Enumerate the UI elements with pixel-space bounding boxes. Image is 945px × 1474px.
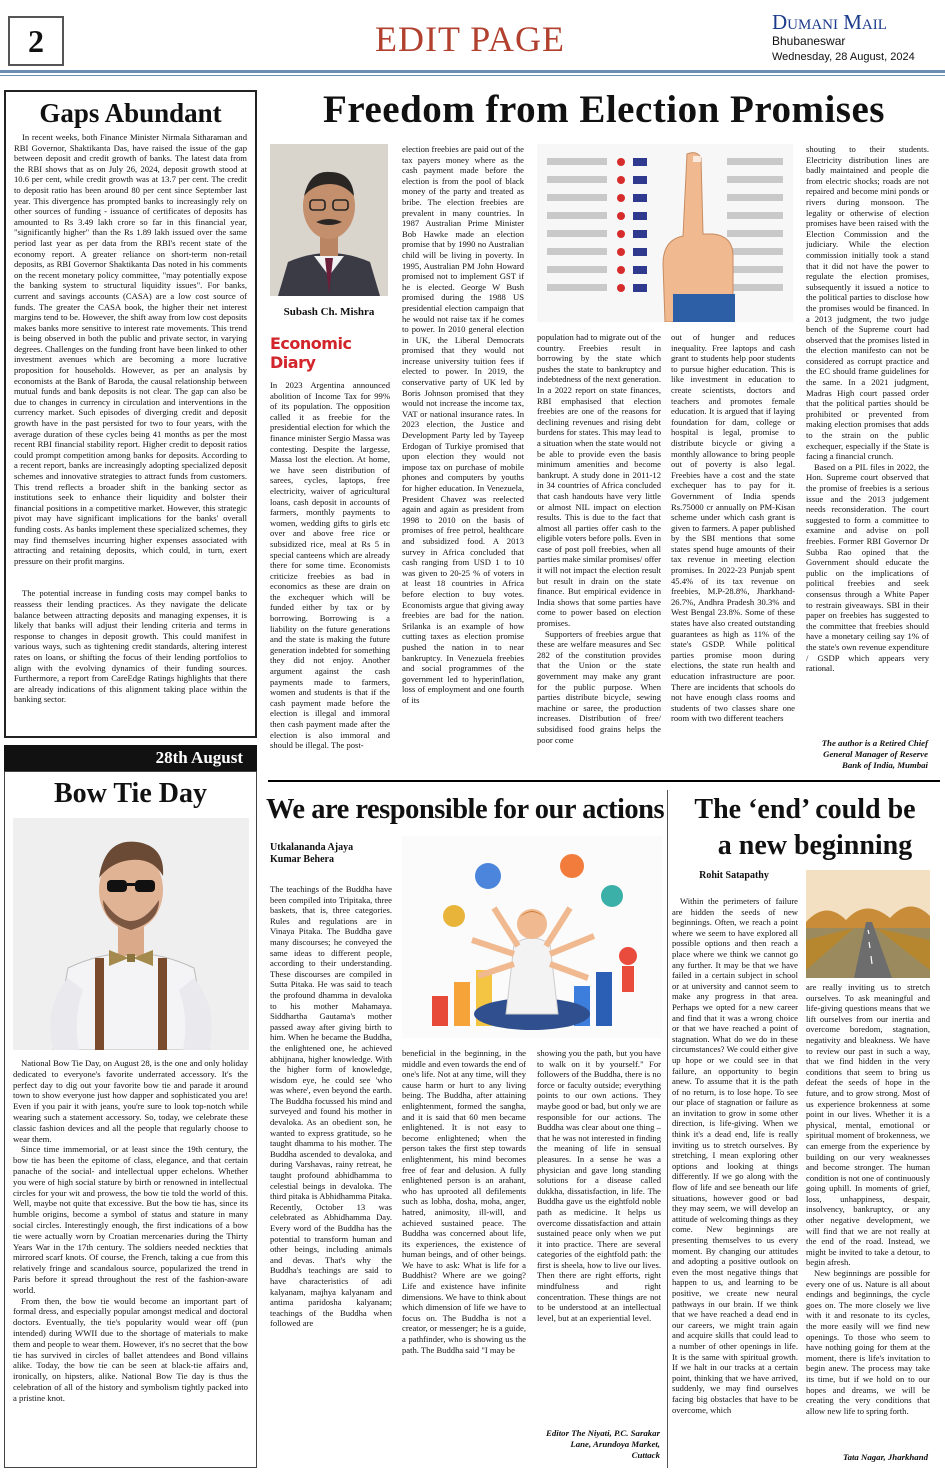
freedom-col1 bbox=[270, 380, 390, 775]
freedom-author-note: The author is a Retired Chief General Manager of Reserve Bank of India, Mumbai bbox=[821, 738, 928, 770]
page-number: 2 bbox=[28, 22, 44, 59]
bowtie-p3: From then, the bow tie would become an important part of formal dress, and especially popular amongst medical and doctoral doctors. Eventually, the tie's popularity would wear off (pun intended) during WWII due to the shortage of materials to make them and people to wear them. However, it's no secret that the bow tie has survived in circles of ballet attendees and Bond villains alike. Today, the bow tie can be seen at black-tie affairs and, ironically, on hipsters, alike. National Bow Tie day is thus the celebration of all of the history and symbolism tightly packed into a pristine knot. bbox=[13, 1295, 248, 1403]
author-photo bbox=[270, 144, 388, 296]
responsible-col3-text: showing you the path, but you have to walk on it by yourself." For followers of the Buddha, there is no force or faculty outside; everything points to our own actions. They maybe good or bad, but only we are responsible for our actions. The Buddha was clear about one thing – that he was not interested in finding the meaning of life in sensual pleasures. In a sense he was a physician and gave long standing solutions for a disease called dukkha, dissatisfaction, in life. The Buddha gave us the eightfold noble path as medicine. It helps us overcome dissatisfaction and attain sustained peace only when we put it into practice. There are several categories of the eightfold path: the first is sheela, how to live our lives. Then there are right efforts, right mindfulness and right concentration. These things are not to be understood at an intellectual level, but at an experiential level. bbox=[537, 1048, 661, 1323]
bowtie-p2: Since time immemorial, or at least since the 19th century, the bow tie has been the epitome of class, elegance, and that certain panache of the social- and intellectual upper echelons. Whether you were of high social stature by birth or renowned in intellectual circles for your wit and prowess, the bow tie told the world of this. Well, maybe not quite that excessive. But the bow tie has, since its humble origins, become a symbol of status and stature in many social circles. Interestingly enough, the first indications of a bow tie were actually worn by Croatian mercenaries during the Thirty Years War in the 17th century. The soldiers needed neckties that mirrored scarf knots. Of course, the French, taking a cue from this relatively fringe and scandalous source, popularized the trend in Paris before it spread throughout the rest of the fashion-aware world. bbox=[13, 1144, 248, 1295]
paper-name: Dumani Mail bbox=[772, 10, 887, 34]
responsible-col1 bbox=[270, 884, 392, 1464]
end-col2 bbox=[806, 982, 930, 1446]
bowtie-body bbox=[13, 1058, 248, 1458]
end-col2b-text: New beginnings are possible for every one of us. Nature is all about endings and beginnings, the cycle goes on. The more closely we live with it and resonate to its cycles, the more easily will we find new openings. To those who seem to have nothing going for them at the moment, there is life's invitation to begin anew. The process may take its time, but if we hold on to our hopes and dreams, we will be creating the very conditions that allow new life to spring forth. bbox=[806, 1268, 930, 1416]
page-number-box bbox=[8, 16, 64, 66]
end-title-line2: a new beginning bbox=[717, 830, 913, 861]
bowtie-p1: National Bow Tie Day, on August 28, is the one and only holiday dedicated to everyone's favorite underrated accessory. It's the perfect day to dig out your favorite bow tie and parade it around town to show everyone just how dapper and sophisticated you are! Even if you pair it with jeans, you're sure to look top-notch while wearing such a statement accessory. So, today, we celebrate these classic fashion devices and all the people that regularly choose to wear them. bbox=[13, 1058, 248, 1144]
end-title-line1: The ‘end’ could be bbox=[694, 794, 916, 825]
end-col1-text: Within the perimeters of failure are hidden the seeds of new beginnings. Often, we reach a point where we seem to have explored all possible options and then reach a place where we think we cannot go any further. It may be that we have failed in a certain subject in school or at university and cannot seem to make any progress in that area. Perhaps we opted for a new career and find that it was a wrong choice or that we have reached a point of stagnation. What do we do in these circumstances? We could either give up hope or we could see in that failure, an opportunity to begin anew. To assume that it is the path of no return, is to lose hope. To see our place of stagnation or failure as an invitation to grow in some other direction, is life-giving. When we think it's a dead end, life is really inviting us to stretch ourselves. By stretching, I mean exploring other options and looking at things differently. If we go along with the flow of life and see beneath our life situations, however good or bad they may seem, we will develop an attitude of welcoming things as they come. New beginnings are presenting themselves to us every moment. By changing our attitudes and adopting a positive outlook on even the most negative things that happen to us, and learning to be positive, we create new neural pathways in our brain. If we think that we have reached a dead end in our careers, we might train again and acquire skills that could lead to a number of other openings in life. It is the same with spiritual growth. If we halt in our tracks at a certain point, thinking that we have arrived, suddenly, we may find ourselves facing big obstacles that have to be overcome, which bbox=[672, 896, 798, 1415]
freedom-author: Subash Ch. Mishra bbox=[283, 306, 375, 318]
gaps-title: Gaps Abundant bbox=[39, 98, 222, 128]
gaps-body bbox=[14, 132, 247, 722]
responsible-illustration bbox=[402, 836, 662, 1038]
responsible-editor-note: Editor The Niyati, P.C. Sarakar Lane, Arundoya Market, Cuttack bbox=[546, 1428, 660, 1460]
freedom-bottom-rule bbox=[268, 780, 940, 782]
freedom-col3b-text: Supporters of freebies argue that these are welfare measures and Sec 282 of the constitution provides that the Union or the state government may make any grant for the public purpose. When parties distribute bicycle, sewing machine or saree, the production increases. Distribution of free/ subsidised food grains helps the poor come bbox=[537, 628, 661, 745]
freedom-col4-text: out of hunger and reduces inequality. Free laptops and cash grant to students help poor students to pursue higher education. This is like investment in education to create scientists, doctors and teachers and promotes female education. It is argued that if laying foundation for dam, college or hospital is legal, promise to distribute bicycle or giving a monthly allowance to bring people out of poverty is also legal. Freebies have a cost and the state exchequer has to pay for it. Government of India spends Rs.75000 cr annually on PM-Kisan scheme under which cash grant is given to farmers. A paper published by the SBI mentions that some states spend huge amounts of their tax revenue in meeting election promises. In 2022-23 Punjab spent 45.4% of its tax revenue on freebies, M.P-28.8%, Jharkhand-26.7%, Andhra Pradesh 30.3% and West Bengal 23.8%. Some of these states have also created outstanding guarantees as high as 11% of the state's GSDP. While political parties promise moon during elections, the state run health and education infrastructure are poor. There are incidents that schools do not have enough class rooms and students of two classes share one room with two different teachers bbox=[671, 332, 795, 724]
gaps-p1: In recent weeks, both Finance Minister Nirmala Sitharaman and RBI Governor, Shaktikanta Das, have raised the issue of the gap between deposit and credit growth of banks. The latest data from the RBI shows that as on July 26, 2024, deposit growth stood at 10.6 per cent, while credit growth was at 13.7 per cent. The credit to deposit ratio has been around 80 per cent since September last year. This divergence has prompted banks to increasingly rely on other sources of funding - issuance of certificates of deposits has amounted to Rs 3.49 lakh crore so far in this financial year, "significantly higher" than the Rs 1.89 lakh issued over the same period last year as per data from the RBI's recent state of the economy report. A greater reliance on short-term non-retail deposits, as RBI Governor Shaktikanta Das noted in his comments on the recent monetary policy committee, "may potentially expose the banking system to structural liquidity issues". For banks, current and savings accounts (CASA) are a low cost source of funds. The greater the CASA book, the higher their net interest margins tend to be. However, the shift away from low cost deposits makes banks more sensitive to interest rate movements. This trend is being observed in both the public and private sector, in varying degrees. Challenges on the funding front have been linked to other investment avenues which are becoming a more lucrative proposition for households. However, as per an analysis by economists at the Bank of Baroda, the causal relationship between mutual funds and bank deposits is not clear. The gap can also be due to changes in currency in circulation and interventions in the currency market. Such episodes of diverging credit and deposit growth have in the past persisted for two to four years, with the average duration of these cycles being 41 months as per the most recent RBI financial stability report. Higher credit to deposit ratios could prompt competition among banks for deposits. According to a recent report, banks are increasingly adopting specialized deposit schemes and innovative strategies to attract funds from customers. This trend reflects a broader shift in the banking sector as institutions seek to enhance their liquidity and bolster their financial positions in a competitive market. However, this strategic pivot may have significant implications for the banks' overall funding costs. As banks implement these specialized schemes, they may find themselves incurring higher expenses associated with attracting and retaining deposits, which could, in turn, exert pressure on their profit margins. bbox=[14, 132, 247, 566]
economic-diary-logo bbox=[270, 334, 388, 372]
paper-city: Bhubaneswar bbox=[772, 34, 846, 48]
freedom-title: Freedom from Election Promises bbox=[323, 88, 885, 131]
end-title bbox=[672, 792, 938, 864]
freedom-col3-text: population had to migrate out of the country. Freebies result in borrowing by the state which pushes the state to bankruptcy and indebtedness of the next generation. In a 2022 report on state finances, RBI emphasised that election freebies are one of the reasons for declining revenues and rising debt burdens for states. This may lead to a situation when the state would not be able to provide even the basis minimum amenities and become bankrupt. A study done in 2011-12 in 34 countries of Africa concluded that cash handouts have very little or almost NIL impact on election results. This is due to the fact that almost all parties offer cash to the eligible voters before polls. Even in case of post poll freebies, when all parties make similar promises/ offer it will not impact the election result but result in drain on the state finance. But empirical evidence in India shows that some parties have come to power based on election promises. bbox=[537, 332, 661, 629]
freedom-col5 bbox=[806, 144, 929, 734]
section-title: EDIT PAGE bbox=[374, 19, 566, 59]
responsible-col2-text: beneficial in the beginning, in the middle and even towards the end of one's life. Not at any time, will they cause harm or hurt to any living being. The Buddha, after attaining enlightenment, formed the sangha, and it is said that 60 men became enlightened. It is not easy to become enlightened; when the person takes the first step towards enlightenment, his mind becomes free of fear and delusion. A fully enlightened person is an arahant, who has uprooted all defilements such as lobha, dosha, moha, anger, hatred, animosity, ill-will, and achieved sustained peace. The Buddha was concerned about life, its experiences, the existence of human beings, and of other beings. We have to ask: What is life for a Buddhist? Where are we going? Life and existence have infinite dimensions. We have to think about which dimension of life we have to focus on. The Buddha is not a creator, or messenger; he is a guide, a pathfinder, who is showing us the path. The Buddha said "I may be bbox=[402, 1048, 526, 1355]
end-col1 bbox=[672, 896, 798, 1462]
column-divider bbox=[667, 790, 668, 1468]
responsible-col1-text: The teachings of the Buddha have been compiled into Tripitaka, three baskets, that is, three categories. Rules and regulations are in Vinaya Pitaka. The Buddha gave many discourses; he conveyed the same ideas to different people, according to their understanding. These discourses are compiled in Sutta Pitaka. He was said to teach the profound dhamma in devaloka to his mother Mahamaya. Siddhartha Gautama's mother passed away after giving birth to him. When he became the Buddha, the enlightened one, he achieved abhijnana, higher knowledge. With the higher form of knowledge, wisdom eye, he could see 'who was where', even beyond the earth. The Buddha focussed his mind and surveyed and found his mother in devaloka. As an obedient son, he wanted to express gratitude, so he taught dhamma to his mother. The Buddha ascended to devaloka, and during Varshavas, rainy retreat, he taught profound abhidhamma to celestial beings in devaloka. The third pitaka is Abhidhamma Pitaka. Recently, October 13 was celebrated as Abhidhamma Day. Every word of the Buddha has the potential to transform human and other beings, including animals and devas. That's why the Buddha's teachings are said to have characteristics of adi kalyanam, majhya kalyanam and antima paridosha kalyanam; teachings of the Buddha when followed are bbox=[270, 884, 392, 1329]
bowtie-date-banner bbox=[4, 745, 257, 771]
freedom-col5b-text: Based on a PIL files in 2022, the Hon. Supreme court observed that the promise of freebies is a serious issue and the 2013 judgement needs reconsideration. The court suggested to form a committee to examine and advise on poll freebies. Former RBI Governor Dr Subba Rao opined that the Government should educate the public on the implications of political freebies and seek consensus through a White Paper to restrain giveaways. SBI in their paper on freebies has suggested to the committee that freebies should have a monetary ceiling say 1% of the state's own revenue expenditure / GSDP which appears very rational. bbox=[806, 461, 929, 674]
freedom-col3 bbox=[537, 332, 661, 775]
ballot-illustration bbox=[537, 144, 793, 322]
bowtie-photo bbox=[13, 818, 249, 1050]
masthead-rule-thin bbox=[0, 75, 945, 76]
end-author-note: Tata Nagar, Jharkhand bbox=[843, 1452, 928, 1462]
economic-diary-label: Economic Diary bbox=[270, 334, 352, 372]
freedom-col2 bbox=[402, 144, 524, 775]
freedom-col5-text: shouting to their students. Electricity distribution lines are badly maintained and people die from electric shocks; roads are not repaired and become mini ponds or rivers during monsoon. The legality or otherwise of election promises have been raised with the Election Commission and the judiciary. While the election commission initially took a stand that it did not have the power to regulate the election promises, subsequently it issued a notice to the political parties to disclose how the promises would be financed. In a 2013 judgment, the two judge bench of the Supreme court had observed that the promises listed in the election manifesto can not be considered as corrupt practice and the EC should frame guidelines for the same. In a 2021 judgment, Madras High court passed order that the political parties should be prohibited or prevented from making election promises that adds to the strain on the public exchequer, especially if the State is facing a financial crunch. bbox=[806, 144, 929, 462]
gaps-box bbox=[4, 90, 257, 738]
freedom-col2-text: election freebies are paid out of the tax payers money where as the cash payment made before the election is from the pool of black money of the party and treated as bribe. The election freebies are prevalent in many countries. In 1987 Australian Prime Minister Bob Hawke made an election promise that by 1990 no Australian child will be living in poverty. In 1995, Australian PM John Howard promised not to implement GST if he is elected. George W Bush promised during the 1988 US presidential election campaign that he would not raise tax if he comes to power. In 2010 general election in UK, the Liberal Democrats promised that they would not increase university tuition fees if elected to power. In 2019, the conservative party of UK led by Boris Johnson promised that they would not increase the income tax, VAT or national insurance rates. In 2023 election, the Justice and Development Party led by Tayeep Erdogan of Turkiye promised that upon election they would not impose tax on purchase of mobile phones and computers by youths for higher education. In Venezuela, President Chavez was reelected again and again as president from 1998 to 2010 on the basis of promises of free petrol, healthcare and subsidized food. A 2013 survey in Africa concluded that cash ranging from USD 1 to 10 was given to 20-25 % of voters in at least 18 countries in Africa before election to buy votes. Economists argue that giving away freebies are bad for the nation. Srilanka is an example of how cutting taxes as election promise pushed the nation in to near bankruptcy. In Venezuela freebies and social programmes of the government led to hyperinflation, loss of employment and one fourth of its bbox=[402, 144, 524, 705]
end-author: Rohit Satapathy bbox=[699, 870, 769, 881]
bowtie-date: 28th August bbox=[155, 748, 243, 767]
responsible-author: Utkalananda Ajaya Kumar Behera bbox=[270, 842, 354, 865]
paper-date: Wednesday, 28 August, 2024 bbox=[772, 51, 915, 63]
end-col2-text: are really inviting us to stretch ourselves. To ask meaningful and life-giving questions means that we lift ourselves from our inertia and overcome boredom, stagnation, negativity and bleakness. We have to review our past in such a way, that we find hidden in the very conditions that seem to bring us defeat the seeds of hope in the future, and to grow strong. Most of us experience brokenness at some point in our lives. Whether it is a physical, mental, emotional or spiritual moment of brokenness, we can emerge from the experience by building on our very weaknesses and become stronger. The human condition is not one of continuously going uphill. In moments of grief, loss, unhappiness, despair, insolvency, bankruptcy, or any other negative development, we will find that we are not really at the end of the road. Instead, we might be invited to take a detour, to begin afresh. bbox=[806, 982, 930, 1268]
responsible-title: We are responsible for our actions bbox=[266, 794, 665, 825]
freedom-col4 bbox=[671, 332, 795, 775]
bowtie-box bbox=[4, 771, 257, 1468]
gaps-p2: The potential increase in funding costs may compel banks to reassess their lending practices. As they navigate the delicate balance between attracting deposits and managing expenses, it is likely that banks will adjust their lending criteria and terms in response to changes in deposit growth. This could manifest in various ways, such as tightening credit standards, altering interest rates on loans, or shifting the focus of their lending portfolios to align with the evolving dynamics of their funding sources. Furthermore, a report from CareEdge Ratings highlights that there are already indications of this alignment taking place within the banking sector. bbox=[14, 588, 247, 705]
responsible-col3 bbox=[537, 1048, 661, 1420]
road-photo bbox=[806, 870, 930, 978]
responsible-col2 bbox=[402, 1048, 526, 1464]
freedom-col1-text: In 2023 Argentina announced abolition of Income Tax for 99% of its population. The opposition called it as freebie for the presidential election for which the finance minister Sergio Massa was contesting. Despite the largesse, Massa lost the election. At home, we have seen distribution of sarees, cycles, laptops, free electricity, waiver of agricultural loans, cash deposit in accounts of farmers, monthly payments to women, wedding gifts to girls etc over and above free rice or subsidized rice, meal at Rs 5 in special canteens which are already there for some time. Economists criticize freebies as bad in economics as these are drain on the exchequer which will be funded either by tax or by borrowing. Borrowing is a liability on the future generations and the state is making the future generation indebted for something they did not enjoy. Another argument against the cash payments made to farmers, women and students is that if the cash payment made before the election is illegal and immoral then cash payment made after the election is also immoral and should be illegal. The post- bbox=[270, 380, 390, 751]
masthead-rule bbox=[0, 70, 945, 73]
bowtie-title: Bow Tie Day bbox=[54, 778, 207, 809]
